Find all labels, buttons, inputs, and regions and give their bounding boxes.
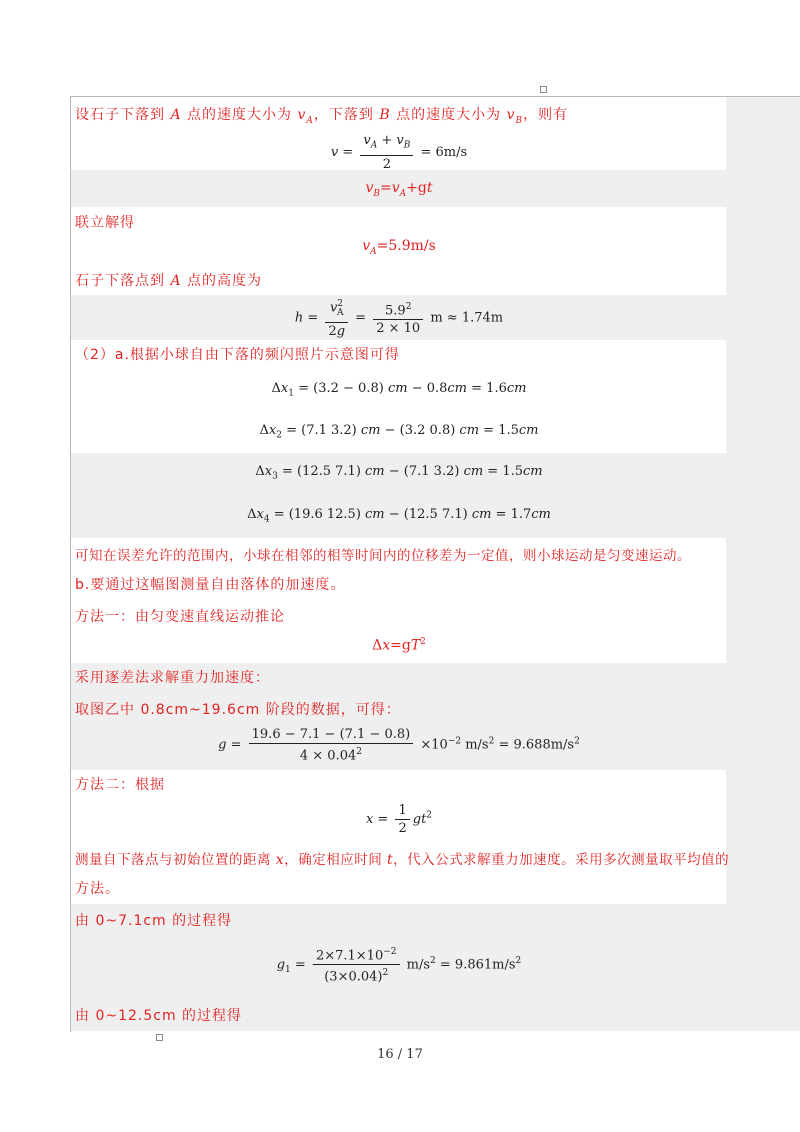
text-line-23: 方法。 (75, 881, 120, 897)
equation-vb: $v_B=v_A+gt$ (365, 180, 433, 199)
equation-g: g = $\frac{19.6 - 7.1 - (7.1 - 0.8)}{4 \times 0.04^2}$ $\times 10^{-2}$ $m/s^2 = 9.688m/s^2$ (218, 727, 580, 764)
margin-shade (726, 96, 800, 1031)
text-line-22: 测量自下落点与初始位置的距离 x，确定相应时间 t，代入公式求解重力加速度。采用多次测量取平均值的 (75, 852, 730, 868)
paragraph-mark-icon (156, 1034, 163, 1041)
text-line-13: 可知在误差允许的范围内，小球在相邻的相等时间内的位移差为一定值，则小球运动是匀变速运动。 (75, 548, 691, 564)
text-line-15: 方法一：由匀变速直线运动推论 (75, 609, 285, 625)
equation-h: h = $\frac{v^2_A}{2g}$ = $\frac{5.9^2}{2 \times 10}$ m ≈ 1.74m (75, 296, 723, 340)
equation-delta-x: $\Delta x=gT^2$ (372, 637, 426, 654)
equation-dx3: $\Delta x_3 = (12.5$ 7.1) cm − (7.1 3.2) cm = 1.5cm (255, 464, 543, 482)
text-line-14: b.要通过这幅图测量自由落体的加速度。 (75, 577, 346, 593)
text-line-18: 取图乙中 0.8cm~19.6cm 阶段的数据，可得： (75, 702, 401, 718)
text-line-8: （2）a.根据小球自由下落的频闪照片示意图可得 (75, 347, 400, 363)
text-line-26: 由 0~12.5cm 的过程得 (75, 1008, 243, 1024)
result-va: $v_A=5.9m/s$ (362, 238, 436, 257)
equation-dx4: $\Delta x_4 = (19.6$ 12.5) cm − (12.5 7.1) cm = 1.7cm (247, 507, 551, 525)
equation-v: v = $\frac{v_A + v_B}{2}$ = 6m/s (330, 133, 468, 172)
text-line-1: 设石子下落到 A 点的速度大小为 $v_A$，下落到 B 点的速度大小为 $v_B$，则有 (75, 107, 569, 126)
text-line-17: 采用逐差法求解重力加速度： (75, 670, 270, 686)
text-line-6: 石子下落点到 A 点的高度为 (75, 273, 263, 289)
equation-dx1: $\Delta x_1 = (3.2 - 0.8)$ cm − 0.8cm = 1.6cm (271, 381, 527, 399)
paragraph-mark-icon (540, 86, 547, 93)
equation-dx2: $\Delta x_2 = (7.1$ 3.2) cm − (3.2 0.8) cm = 1.5cm (259, 423, 539, 441)
text-line-20: 方法二：根据 (75, 777, 165, 793)
text-line-24: 由 0~7.1cm 的过程得 (75, 913, 233, 929)
text-line-4: 联立解得 (75, 215, 135, 231)
frame-top-line (726, 96, 800, 97)
equation-x: x = $\frac{1}{2}$ $gt^2$ (365, 803, 433, 836)
equation-g1: $g_1$ = $\frac{2\times 7.1\times 10^{-2}}{(3\times 0.04)^2}$ $m/s^2 = 9.861m/s^2$ (75, 944, 723, 986)
page-number: 16 / 17 (377, 1047, 423, 1062)
